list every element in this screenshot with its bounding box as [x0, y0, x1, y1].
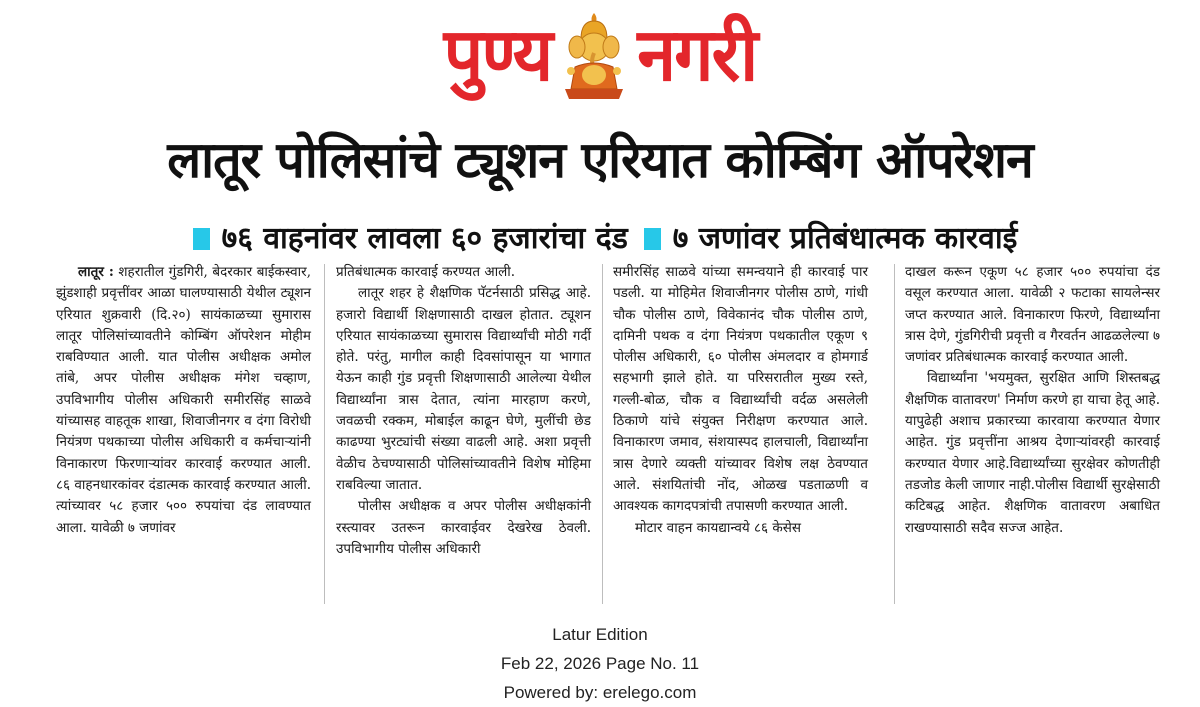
cyan-square-bullet-icon: [193, 228, 210, 250]
column-divider: [602, 264, 603, 604]
article-body: [56, 262, 1160, 612]
column-3: [613, 262, 868, 539]
column-2-paragraph-2: लातूर शहर हे शैक्षणिक पॅटर्नसाठी प्रसिद्ध आहे. हजारो विद्यार्थी शिक्षणासाठी दाखल होतात. ट्यूशन एरियात सायंकाळच्या सुमारास विद्यार्थ्यांची मोठी गर्दी होते. परंतु, मागील काही दिवसांपासून या भागात येऊन काही गुंड प्रवृत्ती शिक्षणासाठी आलेल्या येथील विद्यार्थ्यांना त्रास देतात, त्यांना मारहाण करणे, जवळची रक्कम, मोबाईल काढून घेणे, मुलींची छेड काढण्या भुरट्यांची संख्या वाढली आहे. अशा प्रवृत्ती वेळीच ठेचण्यासाठी पोलिसांच्यावतीने विशेष मोहिमा राबविल्या जातात.: [336, 285, 591, 493]
column-4: [905, 262, 1160, 539]
subhead-row: [0, 217, 1200, 261]
column-1-paragraph-1: [56, 262, 311, 539]
ganesha-emblem-icon: [559, 9, 629, 101]
column-4-paragraph-2: विद्यार्थ्यांना 'भयमुक्त, सुरक्षित आणि शिस्तबद्ध शैक्षणिक वातावरण' निर्माण करणे हा याचा हेतू आहे. यापुढेही अशाच प्रकारच्या कारवाया करण्यात येणार आहेत. गुंड प्रवृत्तींना आश्रय देणाऱ्यांवरही कारवाई करण्यात येणार आहे.विद्यार्थ्यांच्या सुरक्षेवर कोणतीही तडजोड केली जाणार नाही.पोलीस विद्यार्थी सुरक्षेसाठी कटिबद्ध आहेत. शैक्षणिक वातावरण अबाधित राखण्यासाठी सदैव सज्ज आहेत.: [905, 370, 1160, 536]
column-3-paragraph-2: मोटार वाहन कायद्यान्वये ८६ केसेस: [635, 519, 801, 536]
column-3-paragraph-1: समीरसिंह साळवे यांच्या समन्वयाने ही कारवाई पार पडली. या मोहिमेत शिवाजीनगर पोलीस ठाणे, गांधी चौक पोलीस ठाणे, विवेकानंद चौक पोलीस ठाणे, दामिनी पथक व दंगा नियंत्रण पथकातील एकूण ९ पोलीस अधिकारी, ६० पोलीस अंमलदार व होमगार्ड सहभागी झाले होते. या परिसरातील मुख्य रस्ते, गल्ली-बोळ, चौक व विद्यार्थ्यांची वर्दळ असलेली ठिकाणे यांचे संयुक्त निरीक्षण करण्यात आले. विनाकारण जमाव, संशयास्पद हालचाली, विद्यार्थ्यांना त्रास देणारे व्यक्ती यांच्यावर विशेष लक्ष ठेवण्यात आले. संशयितांची नोंद, ओळख पडताळणी व आवश्यक कागदपत्रांची तपासणी करण्यात आली.: [613, 264, 868, 515]
column-1: [56, 262, 311, 539]
column-4-paragraph-1: दाखल करून एकूण ५८ हजार ५०० रुपयांचा दंड वसूल करण्यात आला. यावेळी २ फटाका सायलेन्सर जप्त करण्यात आले. विनाकारण फिरणे, विद्यार्थ्यांना त्रास देणे, गुंडगिरीची प्रवृत्ती व गैरवर्तन आढळलेल्या ७ जणांवर प्रतिबंधात्मक कारवाई करण्यात आली.: [905, 264, 1161, 366]
column-2-paragraph-3: पोलीस अधीक्षक व अपर पोलीस अधीक्षकांनी रस्त्यावर उतरून कारवाईवर देखरेख ठेवली. उपविभागीय पोलीस अधिकारी: [336, 498, 591, 557]
column-divider: [894, 264, 895, 604]
subhead-1: ७६ वाहनांवर लावला ६० हजारांचा दंड: [221, 221, 628, 256]
column-divider: [324, 264, 325, 604]
masthead-right-word: नगरी: [637, 11, 757, 99]
powered-by-link[interactable]: Powered by: erelego.com: [503, 683, 697, 702]
column-1-text: शहरातील गुंडगिरी, बेदरकार बाईकस्वार, झुंडशाही प्रवृत्तींवर आळा घालण्यासाठी येथील ट्यूशन एरियात शुक्रवारी (दि.२०) सायंकाळच्या सुमारास लातूर पोलिसांच्यावतीने कोम्बिंग ऑपरेशन मोहीम राबविण्यात आली. यात पोलीस अधीक्षक अमोल तांबे, अपर पोलीस अधीक्षक मंगेश चव्हाण, उपविभागीय पोलीस अधिकारी समीरसिंह साळवे यांच्यासह वाहतूक शाखा, शिवाजीनगर व दंगा विरोधी नियंत्रण पथकाच्या पोलीस अधिकारी व कर्मचाऱ्यांनी विनाकारण फिरणाऱ्यांवर कारवाई करण्यात आली. ८६ वाहनधारकांवर दंडात्मक कारवाई करण्यात आली. त्यांच्यावर ५८ हजार ५०० रुपयांचा दंड लावण्यात आला. यावेळी ७ जणांवर: [56, 264, 311, 536]
masthead-left-word: पुण्य: [443, 11, 552, 99]
dateline: लातूर :: [78, 264, 114, 280]
subhead-2: ७ जणांवर प्रतिबंधात्मक कारवाई: [672, 221, 1018, 256]
date-page-label: Feb 22, 2026 Page No. 11: [500, 654, 700, 673]
edition-label: Latur Edition: [552, 625, 648, 644]
headline: लातूर पोलिसांचे ट्यूशन एरियात कोम्बिंग ऑपरेशन: [167, 131, 1033, 189]
masthead: [0, 0, 1200, 110]
cyan-square-bullet-icon: [644, 228, 661, 250]
column-2-paragraph-1: प्रतिबंधात्मक कारवाई करण्यत आली.: [336, 264, 516, 280]
column-2: [336, 262, 591, 560]
